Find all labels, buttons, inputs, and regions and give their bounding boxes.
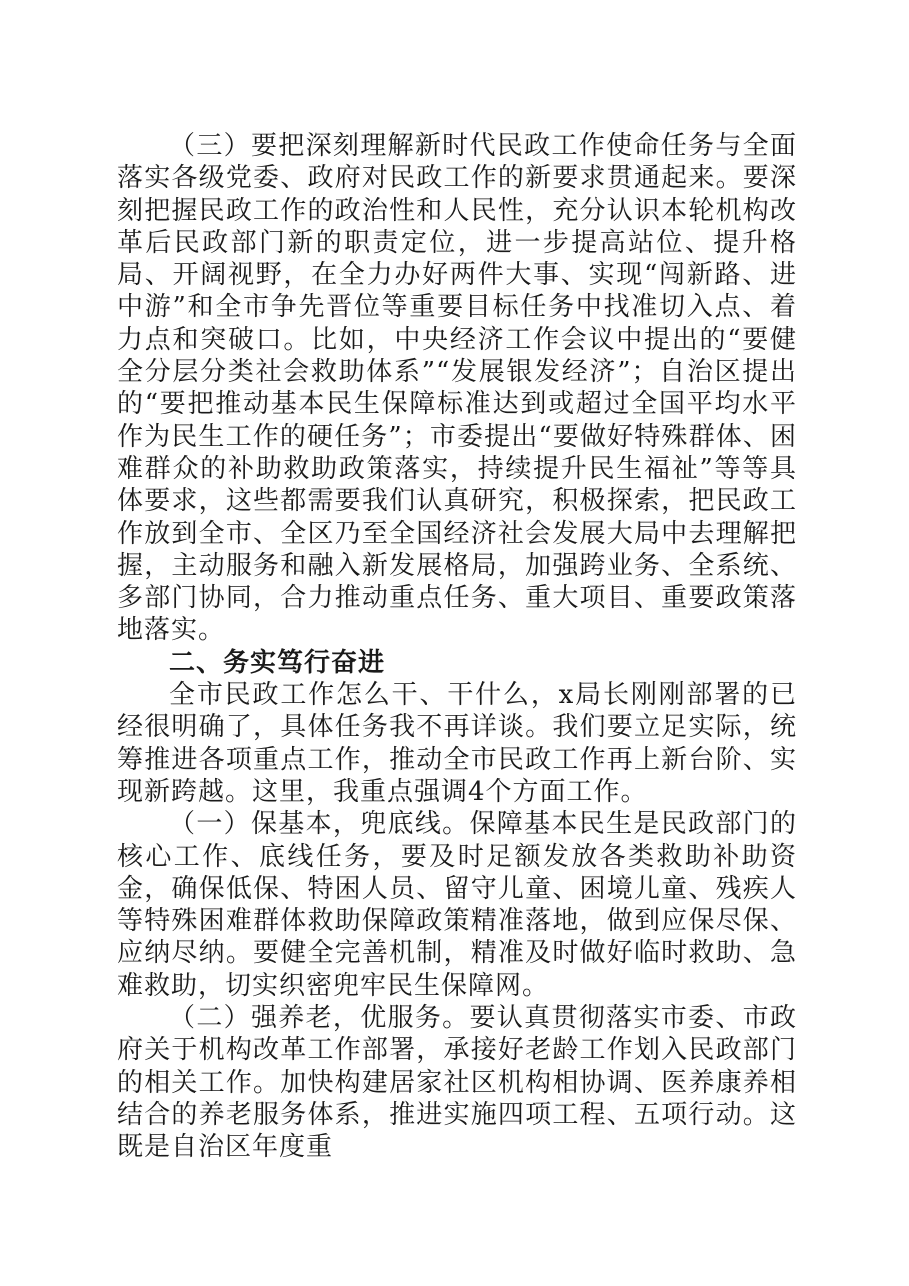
paragraph-section-three: （三）要把深刻理解新时代民政工作使命任务与全面落实各级党委、政府对民政工作的新要求贯通起来。要深刻把握民政工作的政治性和人民性，充分认识本轮机构改革后民政部门新的职责定位，进一步提高站位、提升格局、开阔视野，在全力办好两件大事、实现“闯新路、进中游”和全市争先晋位等重要目标任务中找准切入点、着力点和突破口。比如，中央经济工作会议中提出的“要健全分层分类社会救助体系”“发展银发经济”；自治区提出的“要把推动基本民生保障标准达到或超过全国平均水平作为民生工作的硬任务”；市委提出“要做好特殊群体、困难群众的补助救助政策落实，持续提升民生福祉”等等具体要求，这些都需要我们认真研究，积极探索，把民政工作放到全市、全区乃至全国经济社会发展大局中去理解把握，主动服务和融入新发展格局，加强跨业务、全系统、多部门协同，合力推动重点任务、重大项目、重要政策落地落实。 [117,131,797,646]
paragraph-item-one: （一）保基本，兜底线。保障基本民生是民政部门的核心工作、底线任务，要及时足额发放各类救助补助资金，确保低保、特困人员、留守儿童、困境儿童、残疾人等特殊困难群体救助保障政策精准落地，做到应保尽保、应纳尽纳。要健全完善机制，精准及时做好临时救助、急难救助，切实织密兜牢民生保障网。 [117,809,797,1001]
section-heading-two: 二、务实笃行奋进 [169,647,386,678]
document-body [117,130,797,1164]
paragraph-item-two: （二）强养老，优服务。要认真贯彻落实市委、市政府关于机构改革工作部署，承接好老龄工作划入民政部门的相关工作。加快构建居家社区机构相协调、医养康养相结合的养老服务体系，推进实施四项工程、五项行动。这既是自治区年度重 [117,1003,797,1163]
paragraph-intro: 全市民政工作怎么干、干什么，x局长刚刚部署的已经很明确了，具体任务我不再详谈。我们要立足实际，统筹推进各项重点工作，推动全市民政工作再上新台阶、实现新跨越。这里，我重点强调4个方面工作。 [117,680,797,807]
